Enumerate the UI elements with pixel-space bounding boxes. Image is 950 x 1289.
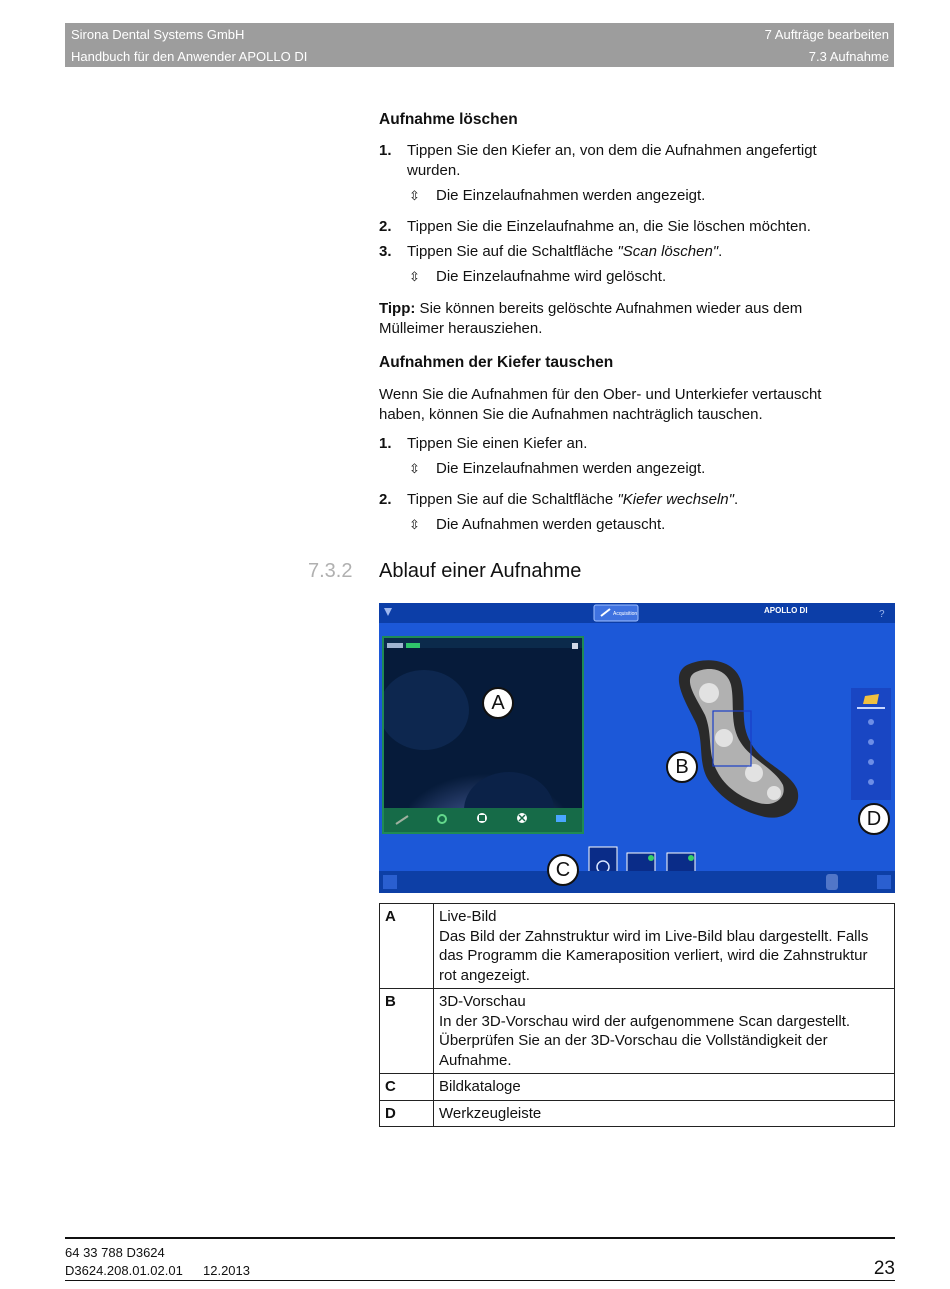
bottom-bar-icons: [379, 871, 895, 893]
step-text: Tippen Sie den Kiefer an, von dem die Aufnahmen angefertigt wurden.: [407, 142, 817, 179]
table-row: [380, 1074, 895, 1101]
step-number: 3.: [379, 243, 392, 260]
legend-key: D: [380, 1100, 434, 1127]
callout-c: C: [547, 854, 579, 886]
result-text: Die Aufnahmen werden getauscht.: [436, 516, 666, 533]
legend-description: [434, 989, 895, 1074]
tip-label: Tipp:: [379, 300, 416, 317]
callout-a: A: [482, 687, 514, 719]
step-number: 1.: [379, 435, 392, 452]
legend-text: Das Bild der Zahnstruktur wird im Live-Bild blau dargestellt. Falls das Programm die Kameraposition verliert, wird die Zahnstruktur rot angezeigt.: [439, 927, 869, 984]
app-title: APOLLO DI: [764, 606, 808, 615]
step-text: Tippen Sie die Einzelaufnahme an, die Sie löschen möchten.: [407, 218, 811, 235]
step-number: 2.: [379, 491, 392, 508]
footer-date: 12.2013: [203, 1263, 250, 1278]
table-row: [380, 989, 895, 1074]
app-bottom-bar: [379, 871, 895, 893]
swap-step-1: [379, 434, 869, 454]
page-number: 23: [873, 1258, 895, 1279]
legend-title: Live-Bild: [439, 908, 497, 925]
footer-divider-top: [65, 1237, 895, 1239]
button-name-kiefer-wechseln: "Kiefer wechseln": [617, 491, 734, 508]
result-arrow-icon: ⇳: [409, 517, 420, 532]
result-arrow-icon: ⇳: [409, 269, 420, 284]
step-number: 1.: [379, 142, 392, 159]
swap-intro: Wenn Sie die Aufnahmen für den Ober- und Unterkiefer vertauscht haben, können Sie die Aufnahmen nachträglich tauschen.: [379, 386, 822, 423]
table-row: [380, 904, 895, 989]
swap-step-1-result: [379, 459, 869, 479]
legend-key: C: [380, 1074, 434, 1101]
callout-b: B: [666, 751, 698, 783]
callout-d: D: [858, 803, 890, 835]
svg-text:Acquisition: Acquisition: [613, 611, 638, 617]
step-text-end: .: [718, 243, 723, 260]
result-arrow-icon: ⇳: [409, 188, 420, 203]
header-manual: Handbuch für den Anwender APOLLO DI: [71, 49, 308, 64]
legend-description: [434, 904, 895, 989]
page-header: [65, 23, 894, 67]
swap-step-2: [379, 490, 869, 510]
delete-heading: Aufnahme löschen: [379, 111, 518, 128]
swap-step-2-result: [379, 515, 869, 535]
legend-title: Bildkataloge: [434, 1074, 895, 1101]
footer-doc-number: 64 33 788 D3624: [65, 1245, 165, 1260]
legend-text: In der 3D-Vorschau wird der aufgenommene Scan dargestellt. Überprüfen Sie an der 3D-Vorschau die Vollständigkeit der Aufnahme.: [439, 1012, 851, 1069]
delete-step-1: [379, 141, 869, 181]
footer-divider-bottom: [65, 1280, 895, 1281]
toolbar-panel: [851, 688, 891, 800]
section-number: 7.3.2: [308, 560, 353, 582]
header-chapter: 7 Aufträge bearbeiten: [764, 27, 889, 42]
button-name-scan-loeschen: "Scan löschen": [617, 243, 719, 260]
swap-heading: Aufnahmen der Kiefer tauschen: [379, 354, 614, 371]
delete-step-3-result: [379, 267, 869, 287]
delete-step-1-result: [379, 186, 869, 206]
svg-text:?: ?: [879, 609, 885, 620]
legend-title: Werkzeugleiste: [434, 1100, 895, 1127]
header-section: 7.3 Aufnahme: [808, 49, 889, 64]
legend-key: B: [380, 989, 434, 1074]
step-text-end: .: [733, 491, 739, 508]
header-company: Sirona Dental Systems GmbH: [71, 27, 245, 42]
result-text: Die Einzelaufnahme wird gelöscht.: [436, 268, 667, 285]
main-content: [379, 110, 869, 535]
footer-doc-ref: D3624.208.01.02.01: [65, 1263, 183, 1278]
step-text: Tippen Sie einen Kiefer an.: [407, 435, 588, 452]
table-row: [380, 1100, 895, 1127]
step-number: 2.: [379, 218, 392, 235]
delete-step-3: [379, 242, 869, 262]
result-text: Die Einzelaufnahmen werden angezeigt.: [436, 187, 706, 204]
legend-title: 3D-Vorschau: [439, 993, 526, 1010]
result-arrow-icon: ⇳: [409, 461, 420, 476]
legend-table: [379, 903, 895, 1127]
toolbar-icons: [851, 688, 891, 800]
step-text: Tippen Sie auf die Schaltfläche: [407, 491, 618, 508]
delete-step-2: [379, 217, 869, 237]
step-text: Tippen Sie auf die Schaltfläche: [407, 243, 618, 260]
tip-text: Sie können bereits gelöschte Aufnahmen wieder aus dem Mülleimer herausziehen.: [379, 300, 803, 337]
result-text: Die Einzelaufnahmen werden angezeigt.: [436, 460, 706, 477]
legend-key: A: [380, 904, 434, 989]
tip-paragraph: [379, 299, 869, 339]
apollo-screenshot: [379, 603, 895, 893]
section-title: Ablauf einer Aufnahme: [379, 560, 582, 582]
